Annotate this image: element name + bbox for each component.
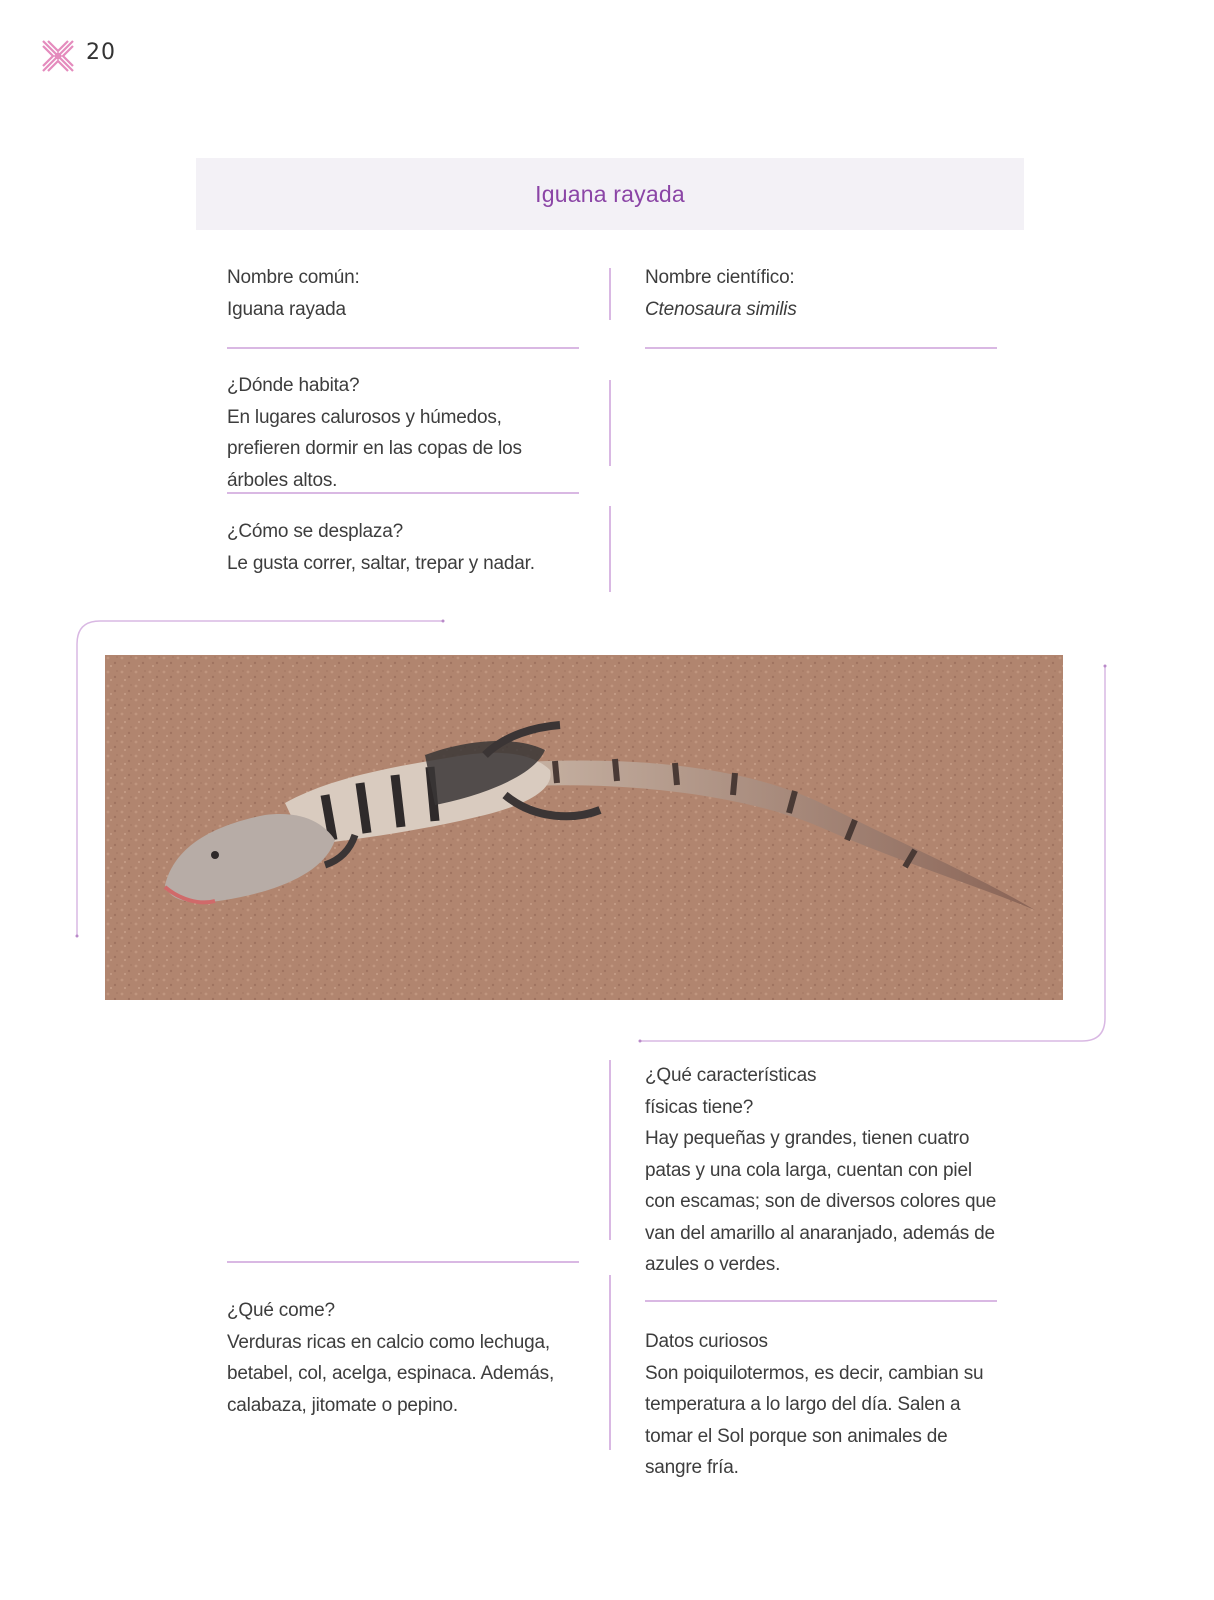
curious-facts-label: Datos curiosos [645,1331,768,1352]
physical-value: Hay pequeñas y grandes, tienen cuatro patas y una cola larga, cuentan con piel con escamas; son de diversos colores que van del amarillo al anaranjado, además de azules o verdes. [645,1128,997,1275]
scientific-name-block [645,262,1005,325]
scientific-name-label: Nombre científico: [645,267,795,288]
page-title: Iguana rayada [535,180,685,207]
woven-cross-logo-icon [40,38,76,74]
curious-facts-value: Son poiquilotermos, es decir, cambian su temperatura a lo largo del día. Salen a tomar el Sol porque son animales de sangre fría. [645,1362,984,1478]
diet-label: ¿Qué come? [227,1300,335,1321]
curious-facts-block [645,1326,997,1484]
physical-block [645,1060,1005,1281]
common-name-label: Nombre común: [227,267,360,288]
divider [227,492,579,494]
common-name-value: Iguana rayada [227,298,346,320]
divider [645,1300,997,1302]
habitat-block [227,370,577,496]
iguana-photo [105,655,1063,1000]
divider [645,347,997,349]
physical-label-line2: físicas tiene? [645,1096,754,1118]
diet-block [227,1295,572,1421]
movement-value: Le gusta correr, saltar, trepar y nadar. [227,552,535,574]
movement-label: ¿Cómo se desplaza? [227,521,403,542]
column-divider [609,1275,611,1450]
column-divider [609,380,611,466]
common-name-block [227,262,587,325]
movement-block [227,516,587,579]
divider [227,347,579,349]
title-bar [196,158,1024,230]
habitat-value: En lugares calurosos y húmedos, prefieren dormir en las copas de los árboles altos. [227,406,522,491]
column-divider [609,1060,611,1240]
divider [227,1261,579,1263]
column-divider [609,268,611,320]
physical-label-line1: ¿Qué características [645,1065,817,1086]
page-number: 20 [86,40,116,65]
habitat-label: ¿Dónde habita? [227,375,360,396]
diet-value: Verduras ricas en calcio como lechuga, betabel, col, acelga, espinaca. Además, calabaza, jitomate o pepino. [227,1331,555,1416]
column-divider [609,506,611,592]
scientific-name-value: Ctenosaura similis [645,298,797,320]
